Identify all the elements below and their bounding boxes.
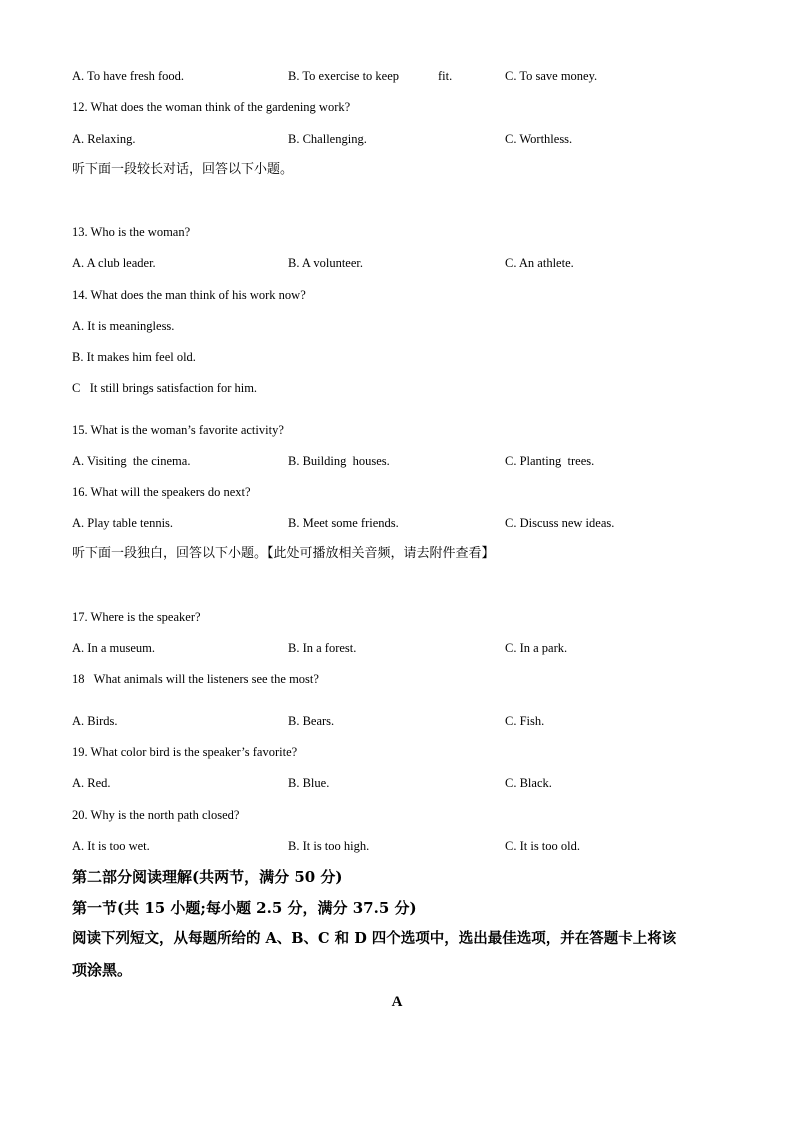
q14-stem: 14. What does the man think of his work now? — [72, 288, 306, 302]
q12-option-a: A. Relaxing. — [72, 132, 136, 146]
q16-option-a: A. Play table tennis. — [72, 516, 174, 530]
q15-stem: 15. What is the woman’s favorite activity? — [72, 423, 284, 437]
q19-options — [72, 775, 732, 791]
q14-option-a: A. It is meaningless. — [72, 319, 175, 333]
instruction-long-dialogue: 听下面一段较长对话，回答以下小题。 — [72, 162, 294, 177]
q18-stem: 18 What animals will the listeners see the most? — [72, 672, 319, 686]
q18-option-c: C. Fish. — [505, 714, 545, 728]
q12-options — [72, 131, 732, 147]
passage-label: A — [391, 994, 403, 1010]
q15-option-c: C. Planting trees. — [505, 454, 595, 468]
q17-option-a: A. In a museum. — [72, 641, 155, 655]
q12-stem: 12. What does the woman think of the gardening work? — [72, 100, 351, 114]
part2-title: 第二部分阅读理解(共两节，满分 50 分) — [72, 868, 343, 886]
q16-option-c: C. Discuss new ideas. — [505, 516, 615, 530]
q14-option-c: C It still brings satisfaction for him. — [72, 381, 258, 395]
q12-option-c: C. Worthless. — [505, 132, 573, 146]
q20-option-c: C. It is too old. — [505, 839, 581, 853]
q19-stem: 19. What color bird is the speaker’s favorite? — [72, 745, 298, 759]
q17-stem: 17. Where is the speaker? — [72, 610, 201, 624]
q13-options — [72, 255, 732, 271]
reading-instruction-line1: 阅读下列短文，从每题所给的 A、B、C 和 D 四个选项中，选出最佳选项，并在答题卡上将该 — [72, 930, 677, 947]
q20-option-a: A. It is too wet. — [72, 839, 150, 853]
q11-options — [72, 68, 732, 84]
q16-stem: 16. What will the speakers do next? — [72, 485, 251, 499]
q11-option-a: A. To have fresh food. — [72, 69, 185, 83]
q12-option-b: B. Challenging. — [288, 132, 367, 146]
section1-title: 第一节(共 15 小题;每小题 2.5 分，满分 37.5 分) — [72, 899, 417, 917]
q20-option-b: B. It is too high. — [288, 839, 370, 853]
q18-options — [72, 713, 732, 729]
q13-stem: 13. Who is the woman? — [72, 225, 191, 239]
q11-option-c: C. To save money. — [505, 69, 598, 83]
q13-option-b: B. A volunteer. — [288, 256, 363, 270]
q18-option-a: A. Birds. — [72, 714, 118, 728]
q16-options — [72, 515, 732, 531]
q20-stem: 20. Why is the north path closed? — [72, 808, 240, 822]
q13-option-c: C. An athlete. — [505, 256, 574, 270]
q14-option-b: B. It makes him feel old. — [72, 350, 196, 364]
q17-option-b: B. In a forest. — [288, 641, 357, 655]
q17-option-c: C. In a park. — [505, 641, 568, 655]
q20-options — [72, 838, 732, 854]
q19-option-b: B. Blue. — [288, 776, 330, 790]
instruction-monologue: 听下面一段独白，回答以下小题。【此处可播放相关音频，请去附件查看】 — [72, 546, 495, 561]
q11-option-b: B. To exercise to keep — [288, 69, 400, 83]
q19-option-c: C. Black. — [505, 776, 552, 790]
q15-option-b: B. Building houses. — [288, 454, 390, 468]
q19-option-a: A. Red. — [72, 776, 111, 790]
q16-option-b: B. Meet some friends. — [288, 516, 399, 530]
q17-options — [72, 640, 732, 656]
q11-option-b-tail: fit. — [438, 69, 453, 83]
q15-option-a: A. Visiting the cinema. — [72, 454, 191, 468]
q18-option-b: B. Bears. — [288, 714, 335, 728]
reading-instruction-line2: 项涂黑。 — [72, 961, 133, 979]
q15-options — [72, 453, 732, 469]
q13-option-a: A. A club leader. — [72, 256, 156, 270]
